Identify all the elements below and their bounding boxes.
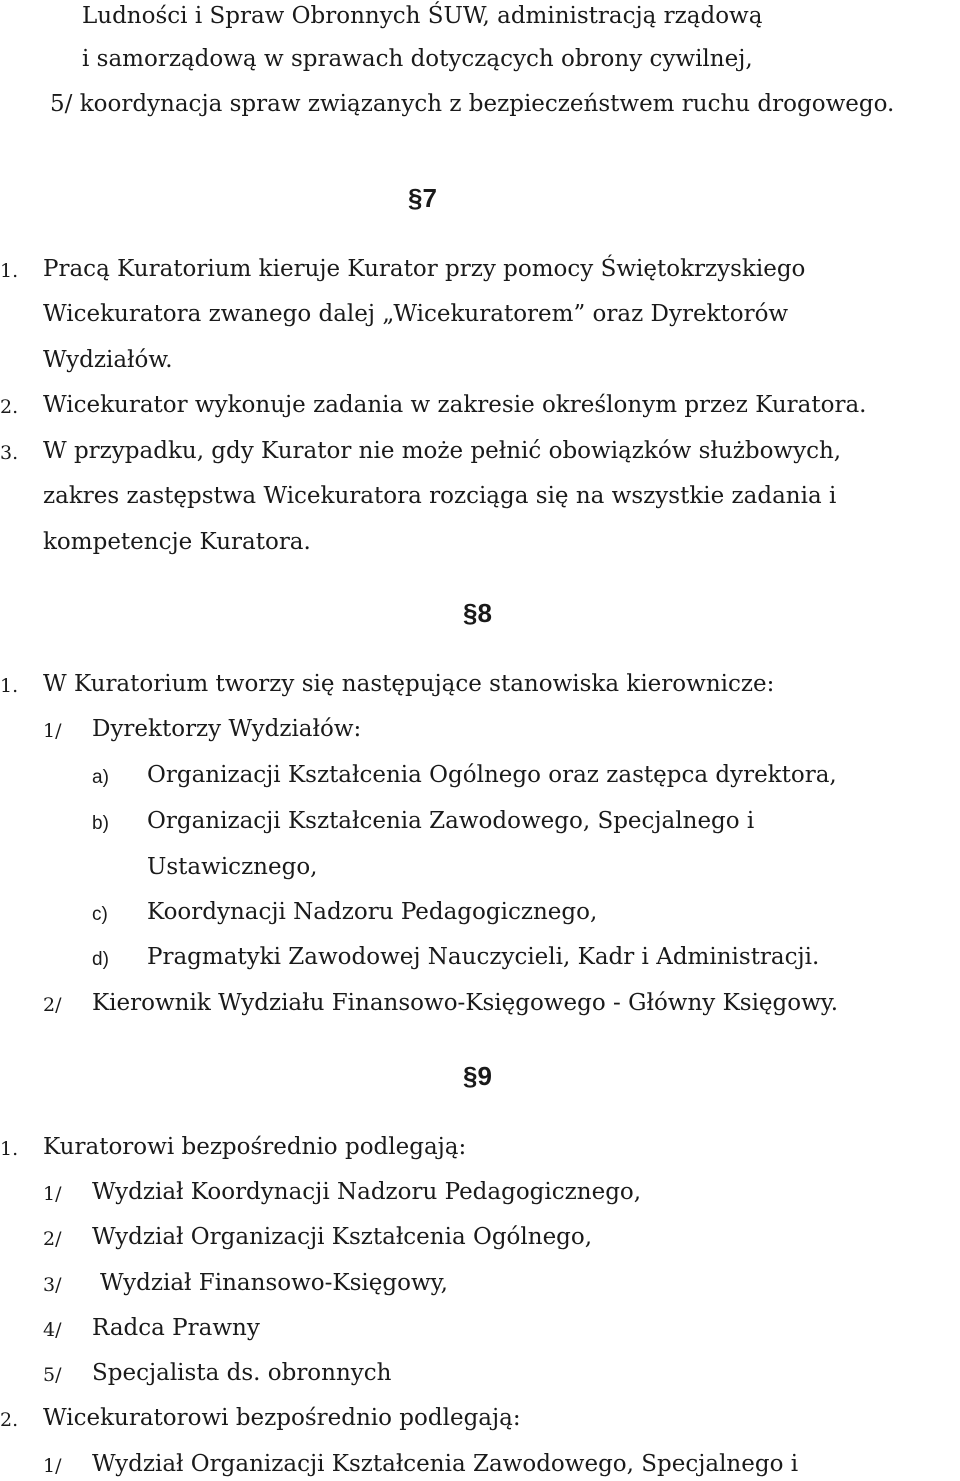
continuation-line-1: Ludności i Spraw Obronnych ŚUW, administracją rządową bbox=[82, 3, 763, 29]
s8-letter-b: b) bbox=[92, 813, 109, 834]
s9-p1-item-5-number: 5/ bbox=[43, 1364, 62, 1386]
s8-letter-d: d) bbox=[92, 949, 109, 970]
s8-letter-b-text-2: Ustawicznego, bbox=[147, 854, 318, 880]
section-7-heading: §7 bbox=[408, 183, 437, 213]
s8-letter-b-text-1: Organizacji Kształcenia Zawodowego, Specjalnego i bbox=[147, 808, 755, 834]
s7-p2-line-1: Wicekurator wykonuje zadania w zakresie określonym przez Kuratora. bbox=[43, 392, 867, 418]
s8-letter-a-text: Organizacji Kształcenia Ogólnego oraz zastępca dyrektora, bbox=[147, 762, 837, 788]
s9-p1-number: 1. bbox=[0, 1138, 19, 1160]
s7-p1-number: 1. bbox=[0, 260, 19, 282]
s7-p3-number: 3. bbox=[0, 442, 19, 464]
s9-p1-item-4-text: Radca Prawny bbox=[92, 1315, 260, 1341]
s7-p3-line-2: zakres zastępstwa Wicekuratora rozciąga się na wszystkie zadania i bbox=[43, 483, 837, 509]
s9-p1-text: Kuratorowi bezpośrednio podlegają: bbox=[43, 1134, 467, 1160]
s8-p1-number: 1. bbox=[0, 675, 19, 697]
s9-p1-item-2-text: Wydział Organizacji Kształcenia Ogólnego, bbox=[92, 1224, 593, 1250]
s7-p1-line-2: Wicekuratora zwanego dalej „Wicekuratorem” oraz Dyrektorów bbox=[43, 301, 789, 327]
s7-p1-line-3: Wydziałów. bbox=[43, 347, 173, 373]
s9-p2-number: 2. bbox=[0, 1409, 19, 1431]
s7-p1-line-1: Pracą Kuratorium kieruje Kurator przy pomocy Świętokrzyskiego bbox=[43, 256, 806, 282]
s8-item-2-text: Kierownik Wydziału Finansowo-Księgowego - Główny Księgowy. bbox=[92, 990, 839, 1016]
s9-p1-item-2-number: 2/ bbox=[43, 1228, 62, 1250]
s9-p1-item-4-number: 4/ bbox=[43, 1319, 62, 1341]
s9-p1-item-3-text: Wydział Finansowo-Księgowy, bbox=[100, 1270, 448, 1296]
s9-p1-item-3-number: 3/ bbox=[43, 1274, 62, 1296]
s8-letter-c: c) bbox=[92, 904, 108, 925]
s9-p1-item-1-text: Wydział Koordynacji Nadzoru Pedagogicznego, bbox=[92, 1179, 642, 1205]
s8-letter-d-text: Pragmatyki Zawodowej Nauczycieli, Kadr i Administracji. bbox=[147, 944, 820, 970]
section-9-heading: §9 bbox=[463, 1061, 492, 1091]
s9-p1-item-1-number: 1/ bbox=[43, 1183, 62, 1205]
s8-item-1-text: Dyrektorzy Wydziałów: bbox=[92, 716, 362, 742]
s7-p3-line-1: W przypadku, gdy Kurator nie może pełnić obowiązków służbowych, bbox=[43, 438, 842, 464]
s8-letter-c-text: Koordynacji Nadzoru Pedagogicznego, bbox=[147, 899, 598, 925]
s7-p2-number: 2. bbox=[0, 396, 19, 418]
continuation-line-2: i samorządową w sprawach dotyczących obrony cywilnej, bbox=[82, 46, 753, 72]
s9-p1-item-5-text: Specjalista ds. obronnych bbox=[92, 1360, 392, 1386]
s8-item-2-number: 2/ bbox=[43, 994, 62, 1016]
s7-p3-line-3: kompetencje Kuratora. bbox=[43, 529, 311, 555]
s8-item-1-number: 1/ bbox=[43, 720, 62, 742]
s9-p2-text: Wicekuratorowi bezpośrednio podlegają: bbox=[43, 1405, 521, 1431]
s8-p1-text: W Kuratorium tworzy się następujące stanowiska kierownicze: bbox=[43, 671, 775, 697]
s8-letter-a: a) bbox=[92, 767, 109, 788]
s9-p2-item-1-text: Wydział Organizacji Kształcenia Zawodowego, Specjalnego i bbox=[92, 1451, 799, 1477]
s9-p2-item-1-number: 1/ bbox=[43, 1455, 62, 1477]
continuation-line-3: 5/ koordynacja spraw związanych z bezpieczeństwem ruchu drogowego. bbox=[50, 91, 895, 117]
section-8-heading: §8 bbox=[463, 598, 492, 628]
